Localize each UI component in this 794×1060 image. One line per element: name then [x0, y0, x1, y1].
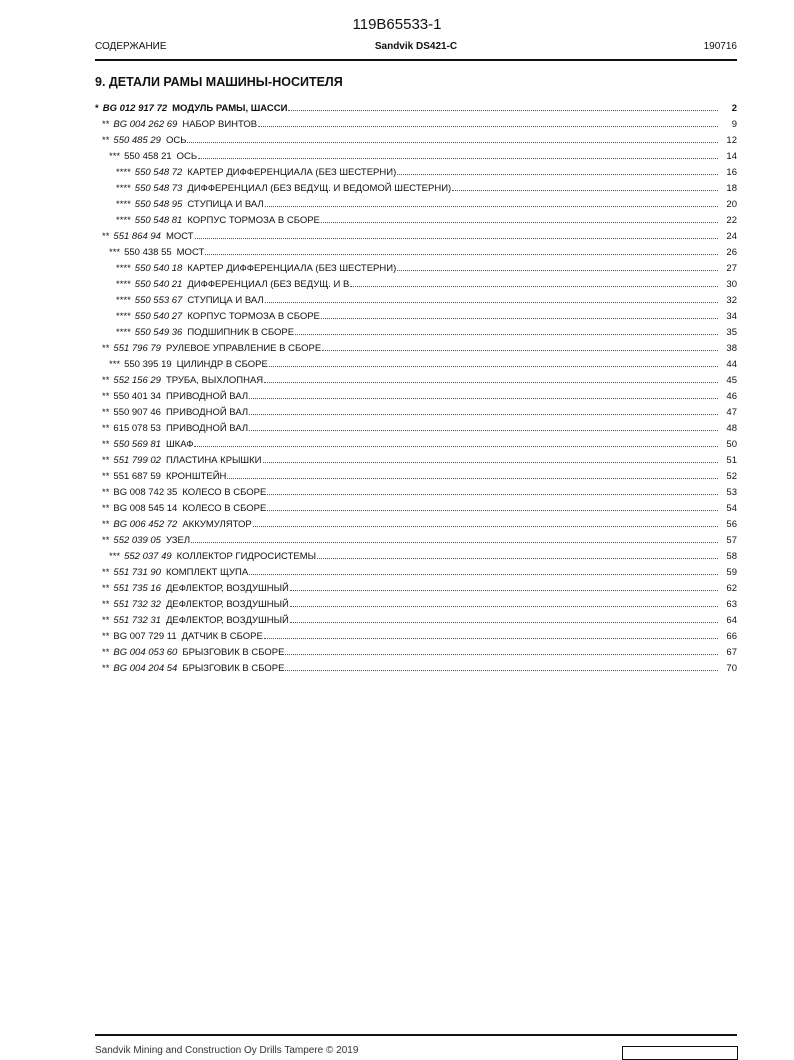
toc-level-marker: ** [102, 663, 110, 674]
toc-part-number: 551 735 16 [113, 583, 161, 594]
toc-part-number: BG 008 545 14 [113, 503, 178, 514]
toc-page-number: 45 [726, 375, 737, 386]
toc-part-number: BG 007 729 11 [113, 631, 177, 642]
toc-entry[interactable] [95, 146, 737, 162]
toc-page-number: 32 [726, 295, 737, 306]
toc-entry[interactable] [95, 498, 737, 514]
toc-entry-label [116, 263, 396, 274]
toc-entry[interactable] [95, 386, 737, 402]
toc-entry-label [102, 407, 248, 418]
toc-page-number: 46 [726, 391, 737, 402]
toc-leader-dots [198, 158, 718, 159]
toc-leader-dots [285, 654, 718, 655]
toc-leader-dots [249, 574, 718, 575]
toc-level-marker: ** [102, 375, 110, 386]
toc-entry-label [102, 439, 193, 450]
toc-level-marker: ** [102, 119, 110, 130]
toc-level-marker: *** [109, 551, 121, 562]
toc-page-number: 56 [726, 519, 737, 530]
toc-leader-dots [195, 238, 718, 239]
toc-entry-label [102, 647, 284, 658]
toc-entry-label [102, 391, 248, 402]
toc-entry-label [102, 599, 289, 610]
toc-entry-label [116, 183, 451, 194]
toc-page-number: 26 [726, 247, 737, 258]
toc-part-title: ПРИВОДНОЙ ВАЛ [165, 407, 249, 418]
toc-entry-label [102, 119, 257, 130]
toc-entry-label [109, 247, 204, 258]
toc-part-number: 550 401 34 [113, 391, 161, 402]
toc-part-number: 550 458 21 [124, 151, 172, 162]
toc-level-marker: *** [109, 247, 121, 258]
toc-level-marker: ** [102, 423, 110, 434]
toc-entry-label [95, 103, 287, 114]
toc-leader-dots [191, 542, 718, 543]
toc-page-number: 30 [726, 279, 737, 290]
toc-page-number: 63 [726, 599, 737, 610]
toc-level-marker: **** [116, 263, 131, 274]
toc-entry[interactable] [95, 594, 737, 610]
toc-page-number: 9 [731, 119, 737, 130]
toc-leader-dots [249, 430, 718, 431]
section-title: 9. ДЕТАЛИ РАМЫ МАШИНЫ-НОСИТЕЛЯ [95, 75, 343, 89]
toc-entry[interactable] [95, 626, 737, 642]
toc-entry[interactable] [95, 482, 737, 498]
toc-entry[interactable] [95, 434, 737, 450]
toc-level-marker: **** [116, 215, 131, 226]
toc-part-number: 550 548 95 [134, 199, 183, 210]
toc-page-number: 50 [726, 439, 737, 450]
toc-part-number: 550 438 55 [124, 247, 172, 258]
toc-part-title: КОМПЛЕКТ ЩУПА [165, 567, 249, 578]
footer-copyright: Sandvik Mining and Construction Oy Drills Tampere © 2019 [95, 1045, 359, 1056]
toc-entry[interactable] [95, 210, 737, 226]
toc-page-number: 59 [726, 567, 737, 578]
toc-part-number: BG 012 917 72 [102, 103, 168, 114]
toc-part-number: BG 004 204 54 [113, 663, 178, 674]
toc-entry-label [116, 215, 320, 226]
toc-part-title: БРЫЗГОВИК В СБОРЕ [182, 647, 285, 658]
toc-page-number: 20 [726, 199, 737, 210]
toc-level-marker: **** [116, 327, 131, 338]
toc-part-title: КОЛЛЕКТОР ГИДРОСИСТЕМЫ [176, 551, 317, 562]
toc-leader-dots [295, 334, 718, 335]
toc-part-title: КРОНШТЕЙН [165, 471, 227, 482]
toc-part-title: ШКАФ [165, 439, 194, 450]
toc-leader-dots [205, 254, 718, 255]
toc-entry-label [102, 343, 321, 354]
toc-leader-dots [290, 622, 718, 623]
toc-entry-label [109, 151, 197, 162]
toc-entry[interactable] [95, 466, 737, 482]
toc-part-title: СТУПИЦА И ВАЛ [187, 295, 264, 306]
toc-leader-dots [317, 558, 718, 559]
toc-part-title: КОРПУС ТОРМОЗА В СБОРЕ [187, 215, 320, 226]
toc-part-number: 552 156 29 [113, 375, 161, 386]
toc-leader-dots [288, 110, 718, 111]
header-divider [95, 59, 737, 61]
toc-part-title: КОЛЕСО В СБОРЕ [182, 487, 267, 498]
toc-entry-label [102, 519, 252, 530]
toc-part-title: БРЫЗГОВИК В СБОРЕ [182, 663, 285, 674]
toc-part-number: 551 731 90 [113, 567, 161, 578]
toc-entry[interactable] [95, 610, 737, 626]
toc-part-title: КАРТЕР ДИФФЕРЕНЦИАЛА (БЕЗ ШЕСТЕРНИ) [187, 263, 397, 274]
toc-leader-dots [290, 606, 718, 607]
toc-leader-dots [322, 350, 718, 351]
toc-level-marker: ** [102, 135, 110, 146]
toc-part-title: ОСЬ [176, 151, 198, 162]
toc-leader-dots [285, 670, 718, 671]
toc-entry-label [102, 135, 186, 146]
toc-part-title: ПЛАСТИНА КРЫШКИ [165, 455, 262, 466]
toc-level-marker: * [95, 103, 99, 114]
toc-entry[interactable] [95, 162, 737, 178]
toc-page-number: 12 [726, 135, 737, 146]
toc-entry-label [116, 295, 264, 306]
toc-part-title: ТРУБА, ВЫХЛОПНАЯ [165, 375, 264, 386]
toc-page-number: 22 [726, 215, 737, 226]
toc-page-number: 48 [726, 423, 737, 434]
toc-part-title: ДЕФЛЕКТОР, ВОЗДУШНЫЙ [165, 599, 289, 610]
toc-part-number: BG 006 452 72 [113, 519, 178, 530]
toc-level-marker: ** [102, 519, 110, 530]
toc-leader-dots [397, 270, 718, 271]
toc-entry[interactable] [95, 114, 737, 130]
toc-leader-dots [249, 398, 718, 399]
toc-page-number: 14 [726, 151, 737, 162]
table-of-contents [95, 98, 737, 674]
toc-part-title: ДИФФЕРЕНЦИАЛ (БЕЗ ВЕДУЩ. И В [187, 279, 350, 290]
toc-entry[interactable] [95, 306, 737, 322]
toc-level-marker: ** [102, 535, 110, 546]
toc-leader-dots [267, 494, 718, 495]
toc-part-title: ДЕФЛЕКТОР, ВОЗДУШНЫЙ [165, 615, 289, 626]
toc-entry-label [102, 535, 190, 546]
toc-leader-dots [258, 126, 718, 127]
toc-page-number: 70 [726, 663, 737, 674]
toc-part-title: РУЛЕВОЕ УПРАВЛЕНИЕ В СБОРЕ [165, 343, 322, 354]
toc-part-number: BG 004 262 69 [113, 119, 178, 130]
toc-leader-dots [350, 286, 718, 287]
toc-leader-dots [249, 414, 718, 415]
toc-part-number: 550 395 19 [124, 359, 172, 370]
toc-level-marker: ** [102, 583, 110, 594]
toc-entry-label [116, 199, 264, 210]
toc-leader-dots [264, 638, 718, 639]
toc-level-marker: ** [102, 567, 110, 578]
toc-entry[interactable] [95, 290, 737, 306]
toc-page-number: 47 [726, 407, 737, 418]
toc-entry[interactable] [95, 178, 737, 194]
toc-part-title: МОДУЛЬ РАМЫ, ШАССИ [172, 103, 288, 114]
footer-divider [95, 1034, 737, 1036]
toc-part-title: КОРПУС ТОРМОЗА В СБОРЕ [187, 311, 320, 322]
toc-leader-dots [264, 382, 718, 383]
toc-level-marker: ** [102, 503, 110, 514]
toc-page-number: 57 [726, 535, 737, 546]
toc-entry-label [102, 455, 262, 466]
toc-level-marker: **** [116, 183, 131, 194]
toc-part-title: МОСТ [176, 247, 205, 258]
toc-entry[interactable] [95, 578, 737, 594]
toc-leader-dots [397, 174, 718, 175]
toc-part-title: АККУМУЛЯТОР [182, 519, 252, 530]
toc-entry[interactable] [95, 546, 737, 562]
toc-leader-dots [267, 510, 718, 511]
toc-part-title: ОСЬ [165, 135, 187, 146]
toc-part-number: 550 548 81 [134, 215, 183, 226]
toc-entry-label [102, 503, 266, 514]
toc-part-number: 615 078 53 [113, 423, 161, 434]
toc-part-number: 552 039 05 [113, 535, 161, 546]
toc-level-marker: *** [109, 151, 121, 162]
toc-page-number: 27 [726, 263, 737, 274]
toc-part-number: 551 864 94 [113, 231, 161, 242]
toc-entry[interactable] [95, 194, 737, 210]
toc-page-number: 54 [726, 503, 737, 514]
toc-entry-label [102, 631, 263, 642]
toc-page-number: 16 [726, 167, 737, 178]
toc-leader-dots [290, 590, 718, 591]
toc-entry-label [102, 663, 284, 674]
toc-entry[interactable] [95, 354, 737, 370]
toc-part-number: 550 907 46 [113, 407, 161, 418]
toc-entry-label [102, 375, 263, 386]
toc-part-number: 550 548 73 [134, 183, 183, 194]
toc-page-number: 35 [726, 327, 737, 338]
toc-entry-label [102, 487, 266, 498]
toc-part-title: НАБОР ВИНТОВ [182, 119, 258, 130]
toc-page-number: 2 [731, 103, 737, 114]
toc-part-number: 550 540 27 [134, 311, 183, 322]
toc-part-title: ЦИЛИНДР В СБОРЕ [176, 359, 268, 370]
toc-entry-label [116, 311, 320, 322]
toc-entry[interactable] [95, 658, 737, 674]
toc-leader-dots [263, 462, 718, 463]
toc-leader-dots [265, 302, 718, 303]
toc-part-number: 550 569 81 [113, 439, 161, 450]
toc-leader-dots [269, 366, 718, 367]
toc-entry[interactable] [95, 242, 737, 258]
toc-page-number: 52 [726, 471, 737, 482]
toc-part-title: ДАТЧИК В СБОРЕ [181, 631, 263, 642]
toc-part-number: BG 004 053 60 [113, 647, 178, 658]
toc-level-marker: ** [102, 615, 110, 626]
toc-page-number: 18 [726, 183, 737, 194]
toc-level-marker: ** [102, 487, 110, 498]
toc-entry-label [116, 279, 349, 290]
toc-level-marker: ** [102, 631, 110, 642]
toc-part-number: 550 540 18 [134, 263, 183, 274]
toc-part-number: 550 553 67 [134, 295, 183, 306]
toc-page-number: 34 [726, 311, 737, 322]
toc-level-marker: ** [102, 455, 110, 466]
toc-part-number: 550 549 36 [134, 327, 183, 338]
toc-entry[interactable] [95, 258, 737, 274]
toc-entry-label [102, 583, 289, 594]
toc-entry[interactable] [95, 418, 737, 434]
toc-level-marker: ** [102, 439, 110, 450]
toc-leader-dots [321, 222, 718, 223]
toc-entry-label [102, 231, 194, 242]
toc-part-number: 551 732 31 [113, 615, 161, 626]
toc-page-number: 44 [726, 359, 737, 370]
toc-part-title: ДЕФЛЕКТОР, ВОЗДУШНЫЙ [165, 583, 289, 594]
model-name: Sandvik DS421-C [374, 41, 458, 52]
toc-entry[interactable] [95, 226, 737, 242]
toc-leader-dots [194, 446, 718, 447]
toc-entry-label [102, 567, 248, 578]
toc-entry-label [109, 551, 316, 562]
toc-level-marker: **** [116, 199, 131, 210]
toc-entry[interactable] [95, 322, 737, 338]
toc-leader-dots [265, 206, 718, 207]
toc-entry-label [102, 423, 248, 434]
toc-leader-dots [321, 318, 718, 319]
toc-entry-label [109, 359, 268, 370]
toc-entry[interactable] [95, 402, 737, 418]
toc-entry[interactable] [95, 514, 737, 530]
toc-entry[interactable] [95, 98, 737, 114]
toc-page-number: 64 [726, 615, 737, 626]
toc-part-title: ДИФФЕРЕНЦИАЛ (БЕЗ ВЕДУЩ. И ВЕДОМОЙ ШЕСТЕРНИ) [187, 183, 452, 194]
toc-page-number: 24 [726, 231, 737, 242]
toc-part-title: КАРТЕР ДИФФЕРЕНЦИАЛА (БЕЗ ШЕСТЕРНИ) [187, 167, 397, 178]
footer-logo [622, 1046, 738, 1060]
toc-level-marker: **** [116, 167, 131, 178]
toc-part-title: СТУПИЦА И ВАЛ [187, 199, 264, 210]
toc-part-number: 550 548 72 [134, 167, 183, 178]
toc-level-marker: ** [102, 407, 110, 418]
toc-entry[interactable] [95, 130, 737, 146]
toc-leader-dots [253, 526, 718, 527]
toc-leader-dots [187, 142, 718, 143]
toc-page-number: 62 [726, 583, 737, 594]
toc-part-title: ПОДШИПНИК В СБОРЕ [187, 327, 295, 338]
toc-level-marker: ** [102, 647, 110, 658]
toc-page-number: 67 [726, 647, 737, 658]
toc-part-title: ПРИВОДНОЙ ВАЛ [165, 423, 249, 434]
toc-part-number: 550 540 21 [134, 279, 183, 290]
toc-entry[interactable] [95, 338, 737, 354]
date-code: 190716 [703, 41, 737, 52]
toc-part-title: КОЛЕСО В СБОРЕ [182, 503, 267, 514]
toc-leader-dots [227, 478, 718, 479]
toc-part-title: ПРИВОДНОЙ ВАЛ [165, 391, 249, 402]
toc-entry[interactable] [95, 642, 737, 658]
toc-page-number: 58 [726, 551, 737, 562]
document-number: 119B65533-1 [352, 16, 442, 33]
toc-level-marker: ** [102, 231, 110, 242]
toc-entry[interactable] [95, 562, 737, 578]
toc-entry[interactable] [95, 450, 737, 466]
toc-entry[interactable] [95, 274, 737, 290]
toc-part-number: 551 796 79 [113, 343, 161, 354]
toc-level-marker: **** [116, 311, 131, 322]
toc-part-number: 550 485 29 [113, 135, 161, 146]
toc-level-marker: *** [109, 359, 121, 370]
toc-page-number: 66 [726, 631, 737, 642]
section-label: СОДЕРЖАНИЕ [95, 41, 167, 52]
toc-page-number: 53 [726, 487, 737, 498]
toc-level-marker: **** [116, 295, 131, 306]
toc-entry-label [102, 615, 289, 626]
toc-entry[interactable] [95, 370, 737, 386]
toc-part-number: 551 732 32 [113, 599, 161, 610]
toc-part-title: МОСТ [165, 231, 194, 242]
toc-part-number: BG 008 742 35 [113, 487, 178, 498]
page-header [95, 41, 737, 55]
toc-part-title: УЗЕЛ [165, 535, 191, 546]
toc-entry[interactable] [95, 530, 737, 546]
toc-part-number: 551 799 02 [113, 455, 161, 466]
toc-page-number: 51 [726, 455, 737, 466]
toc-entry-label [116, 327, 294, 338]
toc-level-marker: ** [102, 391, 110, 402]
toc-part-number: 552 037 49 [124, 551, 172, 562]
toc-level-marker: ** [102, 343, 110, 354]
toc-part-number: 551 687 59 [113, 471, 161, 482]
toc-level-marker: ** [102, 599, 110, 610]
toc-entry-label [116, 167, 396, 178]
toc-page-number: 38 [726, 343, 737, 354]
toc-level-marker: ** [102, 471, 110, 482]
toc-level-marker: **** [116, 279, 131, 290]
toc-entry-label [102, 471, 226, 482]
toc-leader-dots [452, 190, 718, 191]
